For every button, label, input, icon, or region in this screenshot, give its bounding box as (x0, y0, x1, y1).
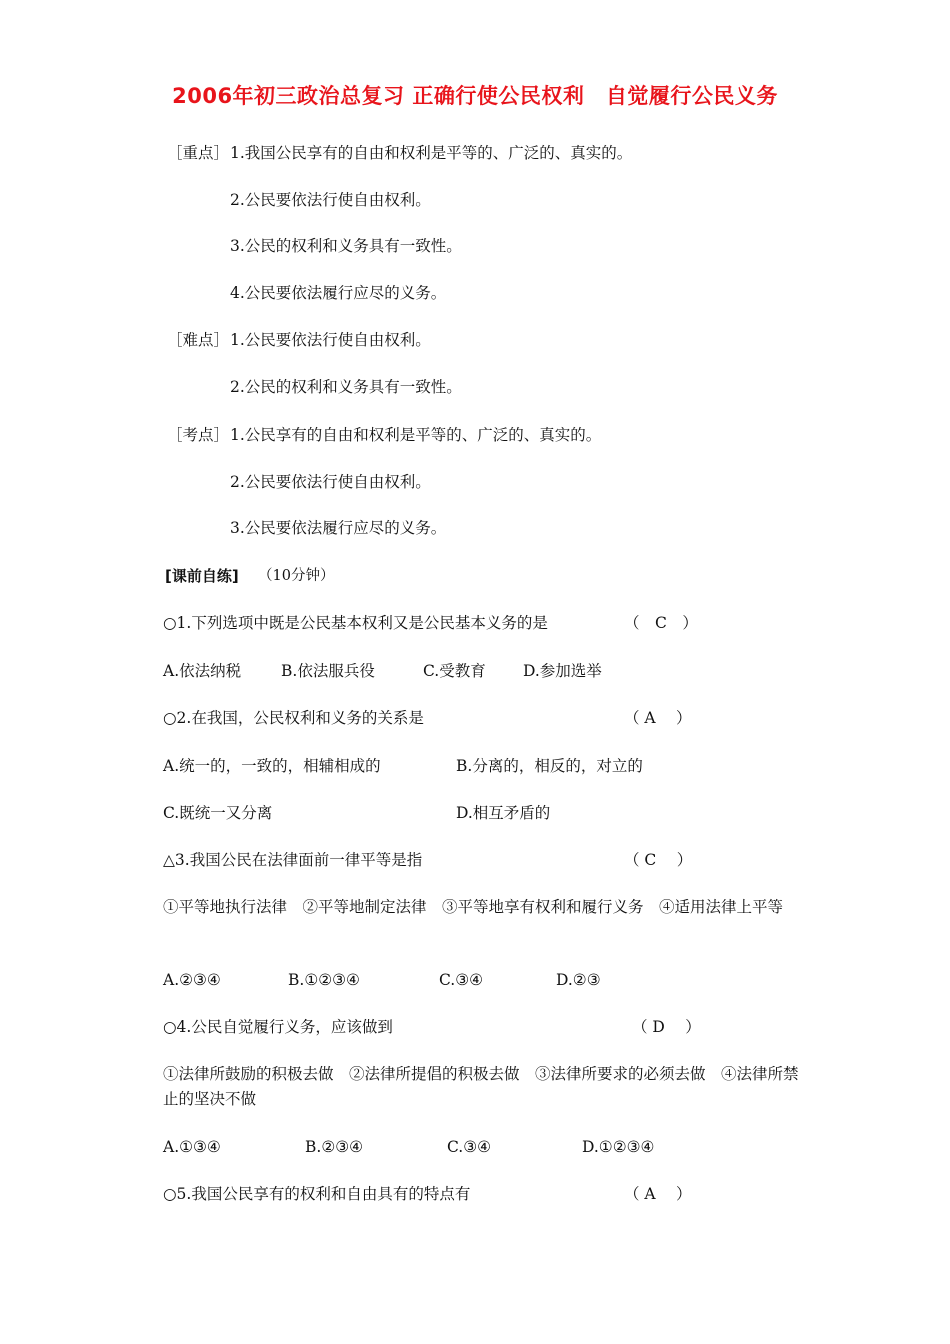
question-stem: ○2.在我国，公民权利和义务的关系是 (163, 709, 424, 727)
question-option: D.相互矛盾的 (456, 804, 551, 822)
exam-point-item: 3.公民要依法履行应尽的义务。 (230, 519, 447, 537)
key-point-item: 1.我国公民享有的自由和权利是平等的、广泛的、真实的。 (230, 144, 633, 162)
key-point-item: 3.公民的权利和义务具有一致性。 (230, 237, 462, 255)
question-option: D.②③ (556, 971, 601, 989)
question-option: A.统一的，一致的，相辅相成的 (163, 757, 381, 775)
question-statement: ①法律所鼓励的积极去做 ②法律所提倡的积极去做 ③法律所要求的必须去做 ④法律所禁止的坚决不做 (163, 1065, 799, 1108)
question-answer: （ C ） (624, 851, 693, 869)
question-option: C.③④ (447, 1138, 492, 1156)
exam-point-item: 2.公民要依法行使自由权利。 (230, 473, 431, 491)
difficult-point-item: 1.公民要依法行使自由权利。 (230, 331, 431, 349)
question-option: B.依法服兵役 (281, 662, 375, 680)
question-statement: ①平等地执行法律 ②平等地制定法律 ③平等地享有权利和履行义务 ④适用法律上平等 (163, 898, 784, 916)
question-option: B.②③④ (305, 1138, 364, 1156)
question-option: C.③④ (439, 971, 484, 989)
question-answer: （ A ） (624, 709, 692, 727)
question-option: C.受教育 (423, 662, 486, 680)
practice-duration: （10分钟） (258, 568, 335, 584)
question-stem: △3.我国公民在法律面前一律平等是指 (163, 851, 423, 869)
question-stem: ○1.下列选项中既是公民基本权利又是公民基本义务的是 (163, 614, 548, 632)
difficult-points-tag: ［难点］ (167, 331, 230, 349)
question-option: B.①②③④ (288, 971, 360, 989)
question-option: A.依法纳税 (163, 662, 242, 680)
question-answer: （ A ） (624, 1185, 692, 1203)
exam-point-item: 1.公民享有的自由和权利是平等的、广泛的、真实的。 (230, 426, 602, 444)
question-stem: ○4.公民自觉履行义务，应该做到 (163, 1018, 393, 1036)
question-answer: （ C ） (624, 614, 698, 632)
question-answer: （ D ） (632, 1018, 701, 1036)
key-points-tag: ［重点］ (167, 144, 230, 162)
question-option: C.既统一又分离 (163, 804, 273, 822)
question-option: A.②③④ (163, 971, 221, 989)
practice-heading: [课前自练] (165, 567, 239, 585)
question-option: D.①②③④ (582, 1138, 655, 1156)
document-title: 2006年初三政治总复习 正确行使公民权利 自觉履行公民义务 (172, 84, 778, 108)
key-point-item: 4.公民要依法履行应尽的义务。 (230, 284, 447, 302)
question-option: B.分离的，相反的，对立的 (456, 757, 643, 775)
question-stem: ○5.我国公民享有的权利和自由具有的特点有 (163, 1185, 471, 1203)
exam-points-tag: ［考点］ (167, 426, 230, 444)
question-option: D.参加选举 (523, 662, 602, 680)
question-option: A.①③④ (163, 1138, 221, 1156)
difficult-point-item: 2.公民的权利和义务具有一致性。 (230, 378, 462, 396)
key-point-item: 2.公民要依法行使自由权利。 (230, 191, 431, 209)
